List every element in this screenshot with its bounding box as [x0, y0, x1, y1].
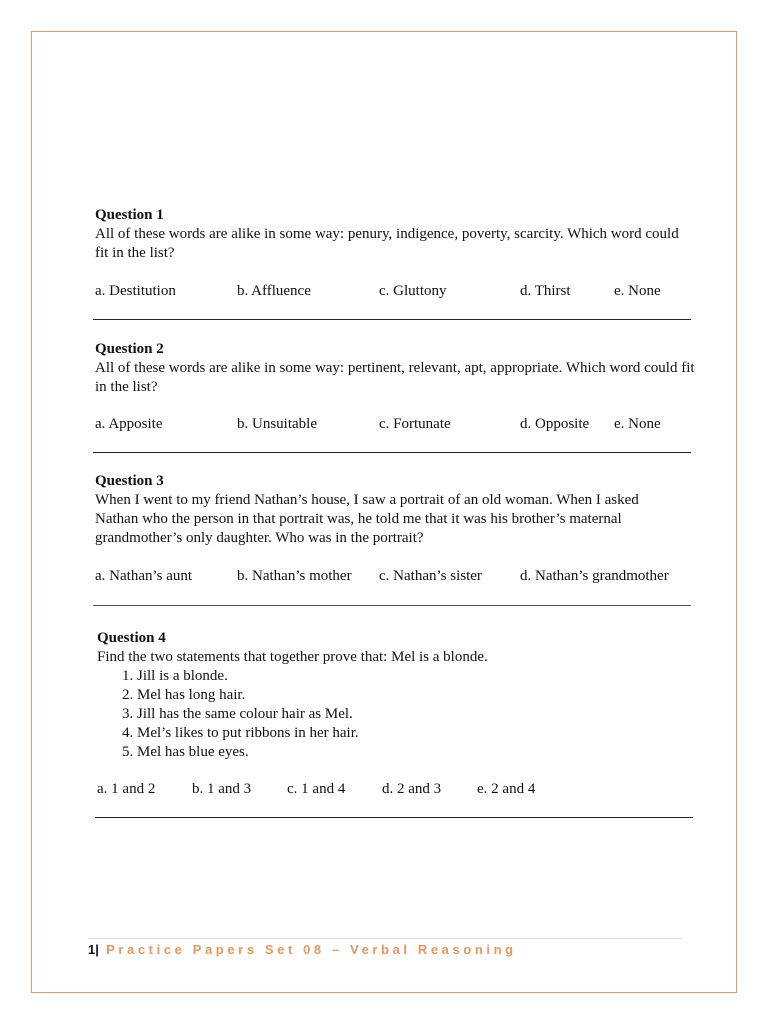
statement-item: 2. Mel has long hair. [137, 686, 697, 705]
question-1 [95, 206, 695, 263]
q3-option-b[interactable]: b. Nathan’s mother [237, 568, 352, 584]
question-3 [95, 472, 685, 548]
question-4-text: Find the two statements that together prove that: Mel is a blonde. [97, 649, 488, 665]
q3-option-d[interactable]: d. Nathan’s grandmother [520, 568, 669, 584]
statement-item: 3. Jill has the same colour hair as Mel. [137, 705, 697, 724]
q1-option-c[interactable]: c. Gluttony [379, 283, 447, 299]
q3-option-c[interactable]: c. Nathan’s sister [379, 568, 482, 584]
q3-option-a[interactable]: a. Nathan’s aunt [95, 568, 193, 584]
divider [93, 452, 691, 453]
q2-option-c[interactable]: c. Fortunate [379, 416, 451, 432]
question-1-text: All of these words are alike in some way: penury, indigence, poverty, scarcity. Which word could fit in the list? [95, 226, 679, 261]
question-2-text: All of these words are alike in some way: pertinent, relevant, apt, appropriate. Which word could fit in the list? [95, 360, 695, 395]
q2-option-d[interactable]: d. Opposite [520, 416, 590, 432]
q4-option-d[interactable]: d. 2 and 3 [382, 781, 442, 797]
q4-option-e[interactable]: e. 2 and 4 [477, 781, 536, 797]
q4-option-b[interactable]: b. 1 and 3 [192, 781, 252, 797]
question-2-title: Question 2 [95, 341, 164, 357]
divider [93, 605, 691, 606]
statement-item: 5. Mel has blue eyes. [137, 743, 697, 762]
statement-item: 1. Jill is a blonde. [137, 667, 697, 686]
question-1-title: Question 1 [95, 207, 164, 223]
statement-item: 4. Mel’s likes to put ribbons in her hair. [137, 724, 697, 743]
q2-option-e[interactable]: e. None [614, 416, 661, 432]
divider [95, 817, 693, 818]
question-3-text: When I went to my friend Nathan’s house, I saw a portrait of an old woman. When I asked Nathan who the person in that portrait was, he told me that it was his brother’s maternal grandmother’s only daughter. Who was in the portrait? [95, 492, 639, 546]
q1-option-e[interactable]: e. None [614, 283, 661, 299]
footer [88, 942, 517, 957]
divider [93, 319, 691, 320]
q1-option-a[interactable]: a. Destitution [95, 283, 176, 299]
q4-option-a[interactable]: a. 1 and 2 [97, 781, 156, 797]
footer-divider [88, 938, 682, 939]
question-3-title: Question 3 [95, 473, 164, 489]
question-4-title: Question 4 [97, 630, 166, 646]
question-4 [97, 629, 697, 762]
question-2 [95, 340, 695, 397]
q1-option-d[interactable]: d. Thirst [520, 283, 571, 299]
footer-separator: | [95, 942, 99, 957]
page-number: 1 [88, 942, 96, 957]
q4-option-c[interactable]: c. 1 and 4 [287, 781, 346, 797]
q1-option-b[interactable]: b. Affluence [237, 283, 311, 299]
statement-list [97, 667, 697, 762]
q2-option-b[interactable]: b. Unsuitable [237, 416, 317, 432]
footer-title: Practice Papers Set 08 – Verbal Reasoning [98, 942, 517, 957]
q2-option-a[interactable]: a. Apposite [95, 416, 163, 432]
